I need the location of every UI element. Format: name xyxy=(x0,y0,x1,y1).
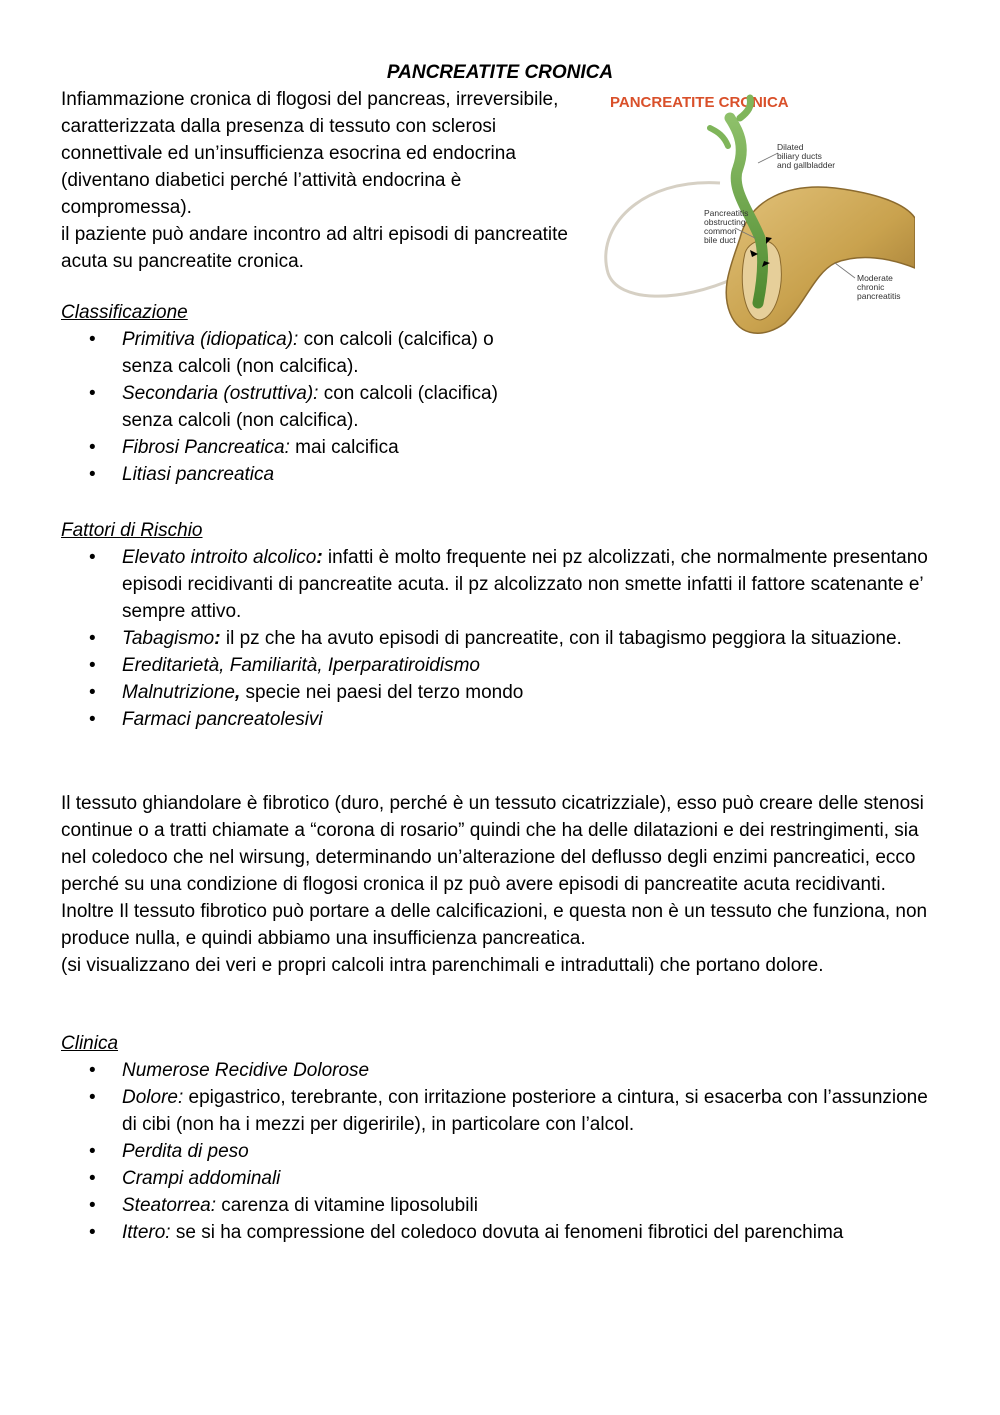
leader-line xyxy=(835,263,855,278)
body-paragraph: Inoltre Il tessuto fibrotico può portare a delle calcificazioni, e questa non è un tessuto che funziona, non produce nulla, e quindi abbiamo una insufficienza pancreatica. xyxy=(61,901,928,949)
list-item: • Tabagismo: il pz che ha avuto episodi di pancreatite, con il tabagismo peggiora la situazione. xyxy=(61,625,941,652)
intro-block xyxy=(61,86,591,275)
list-item: • Primitiva (idiopatica): con calcoli (calcifica) o senza calcoli (non calcifica). xyxy=(61,326,581,380)
figure-label: pancreatitis xyxy=(857,291,901,301)
list-item: • Malnutrizione, specie nei paesi del terzo mondo xyxy=(61,679,941,706)
list-item: • Fibrosi Pancreatica: mai calcifica xyxy=(61,434,581,461)
figure-label: obstructing xyxy=(704,217,746,227)
list-item: • Farmaci pancreatolesivi xyxy=(61,706,941,733)
pancreatitis-illustration xyxy=(600,88,915,348)
figure-label: biliary ducts xyxy=(777,151,822,161)
figure-label: bile duct xyxy=(704,235,736,245)
fattori-list xyxy=(61,544,941,733)
figure-label: Moderate xyxy=(857,273,893,283)
list-item: • Secondaria (ostruttiva): con calcoli (clacifica) senza calcoli (non calcifica). xyxy=(61,380,581,434)
section-heading-fattori: Fattori di Rischio xyxy=(61,520,203,541)
svg-text:Moderatechronicpancreatitis xyxy=(857,273,900,301)
figure-label: and gallbladder xyxy=(777,160,836,170)
section-heading-clinica: Clinica xyxy=(61,1033,119,1054)
list-item: • Ittero: se si ha compressione del coledoco dovuta ai fenomeni fibrotici del parenchima xyxy=(61,1219,941,1246)
list-item: • Steatorrea: carenza di vitamine liposolubili xyxy=(61,1192,941,1219)
list-item: • Ereditarietà, Familiarità, Iperparatiroidismo xyxy=(61,652,941,679)
clinica-list xyxy=(61,1057,941,1246)
body-paragraph: Il tessuto ghiandolare è fibrotico (duro, perché è un tessuto cicatrizziale), esso può creare delle stenosi continue o a tratti chiamate a “corona di rosario” quindi che ha delle dilatazioni e dei restringimenti, sia nel coledoco che nel wirsung, determinando un’alterazione del deflusso degli enzimi pancreatici, ecco perché su una condizione di flogosi cronica il pz può avere episodi di pancreatite acuta recidivanti. xyxy=(61,793,924,895)
list-item: • Elevato introito alcolico: infatti è molto frequente nei pz alcolizzati, che normalmente presentano episodi recidivanti di pancreatite acuta. il pz alcolizzato non smette infatti il fattore scatenante e’ sempre attivo. xyxy=(61,544,941,625)
figure-label: Pancreatitis xyxy=(704,208,749,218)
body-paragraph: (si visualizzano dei veri e propri calcoli intra parenchimali e intraduttali) che portano dolore. xyxy=(61,955,824,976)
cystic-duct xyxy=(710,128,728,146)
list-item: • Perdita di peso xyxy=(61,1138,941,1165)
list-item: • Litiasi pancreatica xyxy=(61,461,581,488)
figure-label: chronic xyxy=(857,282,885,292)
svg-text:Dilatedbiliary ductsand gallbl xyxy=(777,142,835,170)
intro-paragraph: il paziente può andare incontro ad altri episodi di pancreatite acuta su pancreatite cronica. xyxy=(61,224,568,272)
leader-line xyxy=(758,153,778,163)
intro-paragraph: Infiammazione cronica di flogosi del pancreas, irreversibile, caratterizzata dalla presenza di tessuto con sclerosi connettivale ed un’insufficienza esocrina ed endocrina (diventano diabetici perché l’attività endocrina è compromessa). xyxy=(61,89,559,218)
section-heading-classificazione: Classificazione xyxy=(61,302,188,323)
document-title: PANCREATITE CRONICA xyxy=(386,62,614,83)
body-text xyxy=(61,790,941,979)
list-item: • Crampi addominali xyxy=(61,1165,941,1192)
classificazione-list xyxy=(61,326,581,488)
figure-title: PANCREATITE CRONICA xyxy=(610,94,789,111)
list-item: • Dolore: epigastrico, terebrante, con irritazione posteriore a cintura, si esacerba con l’assunzione di cibi (non ha i mezzi per digeririle), in particolare con l’alcol. xyxy=(61,1084,941,1138)
figure-label: common xyxy=(704,226,737,236)
pancreas-drawing xyxy=(600,88,915,348)
figure-label: Dilated xyxy=(777,142,804,152)
list-item: • Numerose Recidive Dolorose xyxy=(61,1057,941,1084)
